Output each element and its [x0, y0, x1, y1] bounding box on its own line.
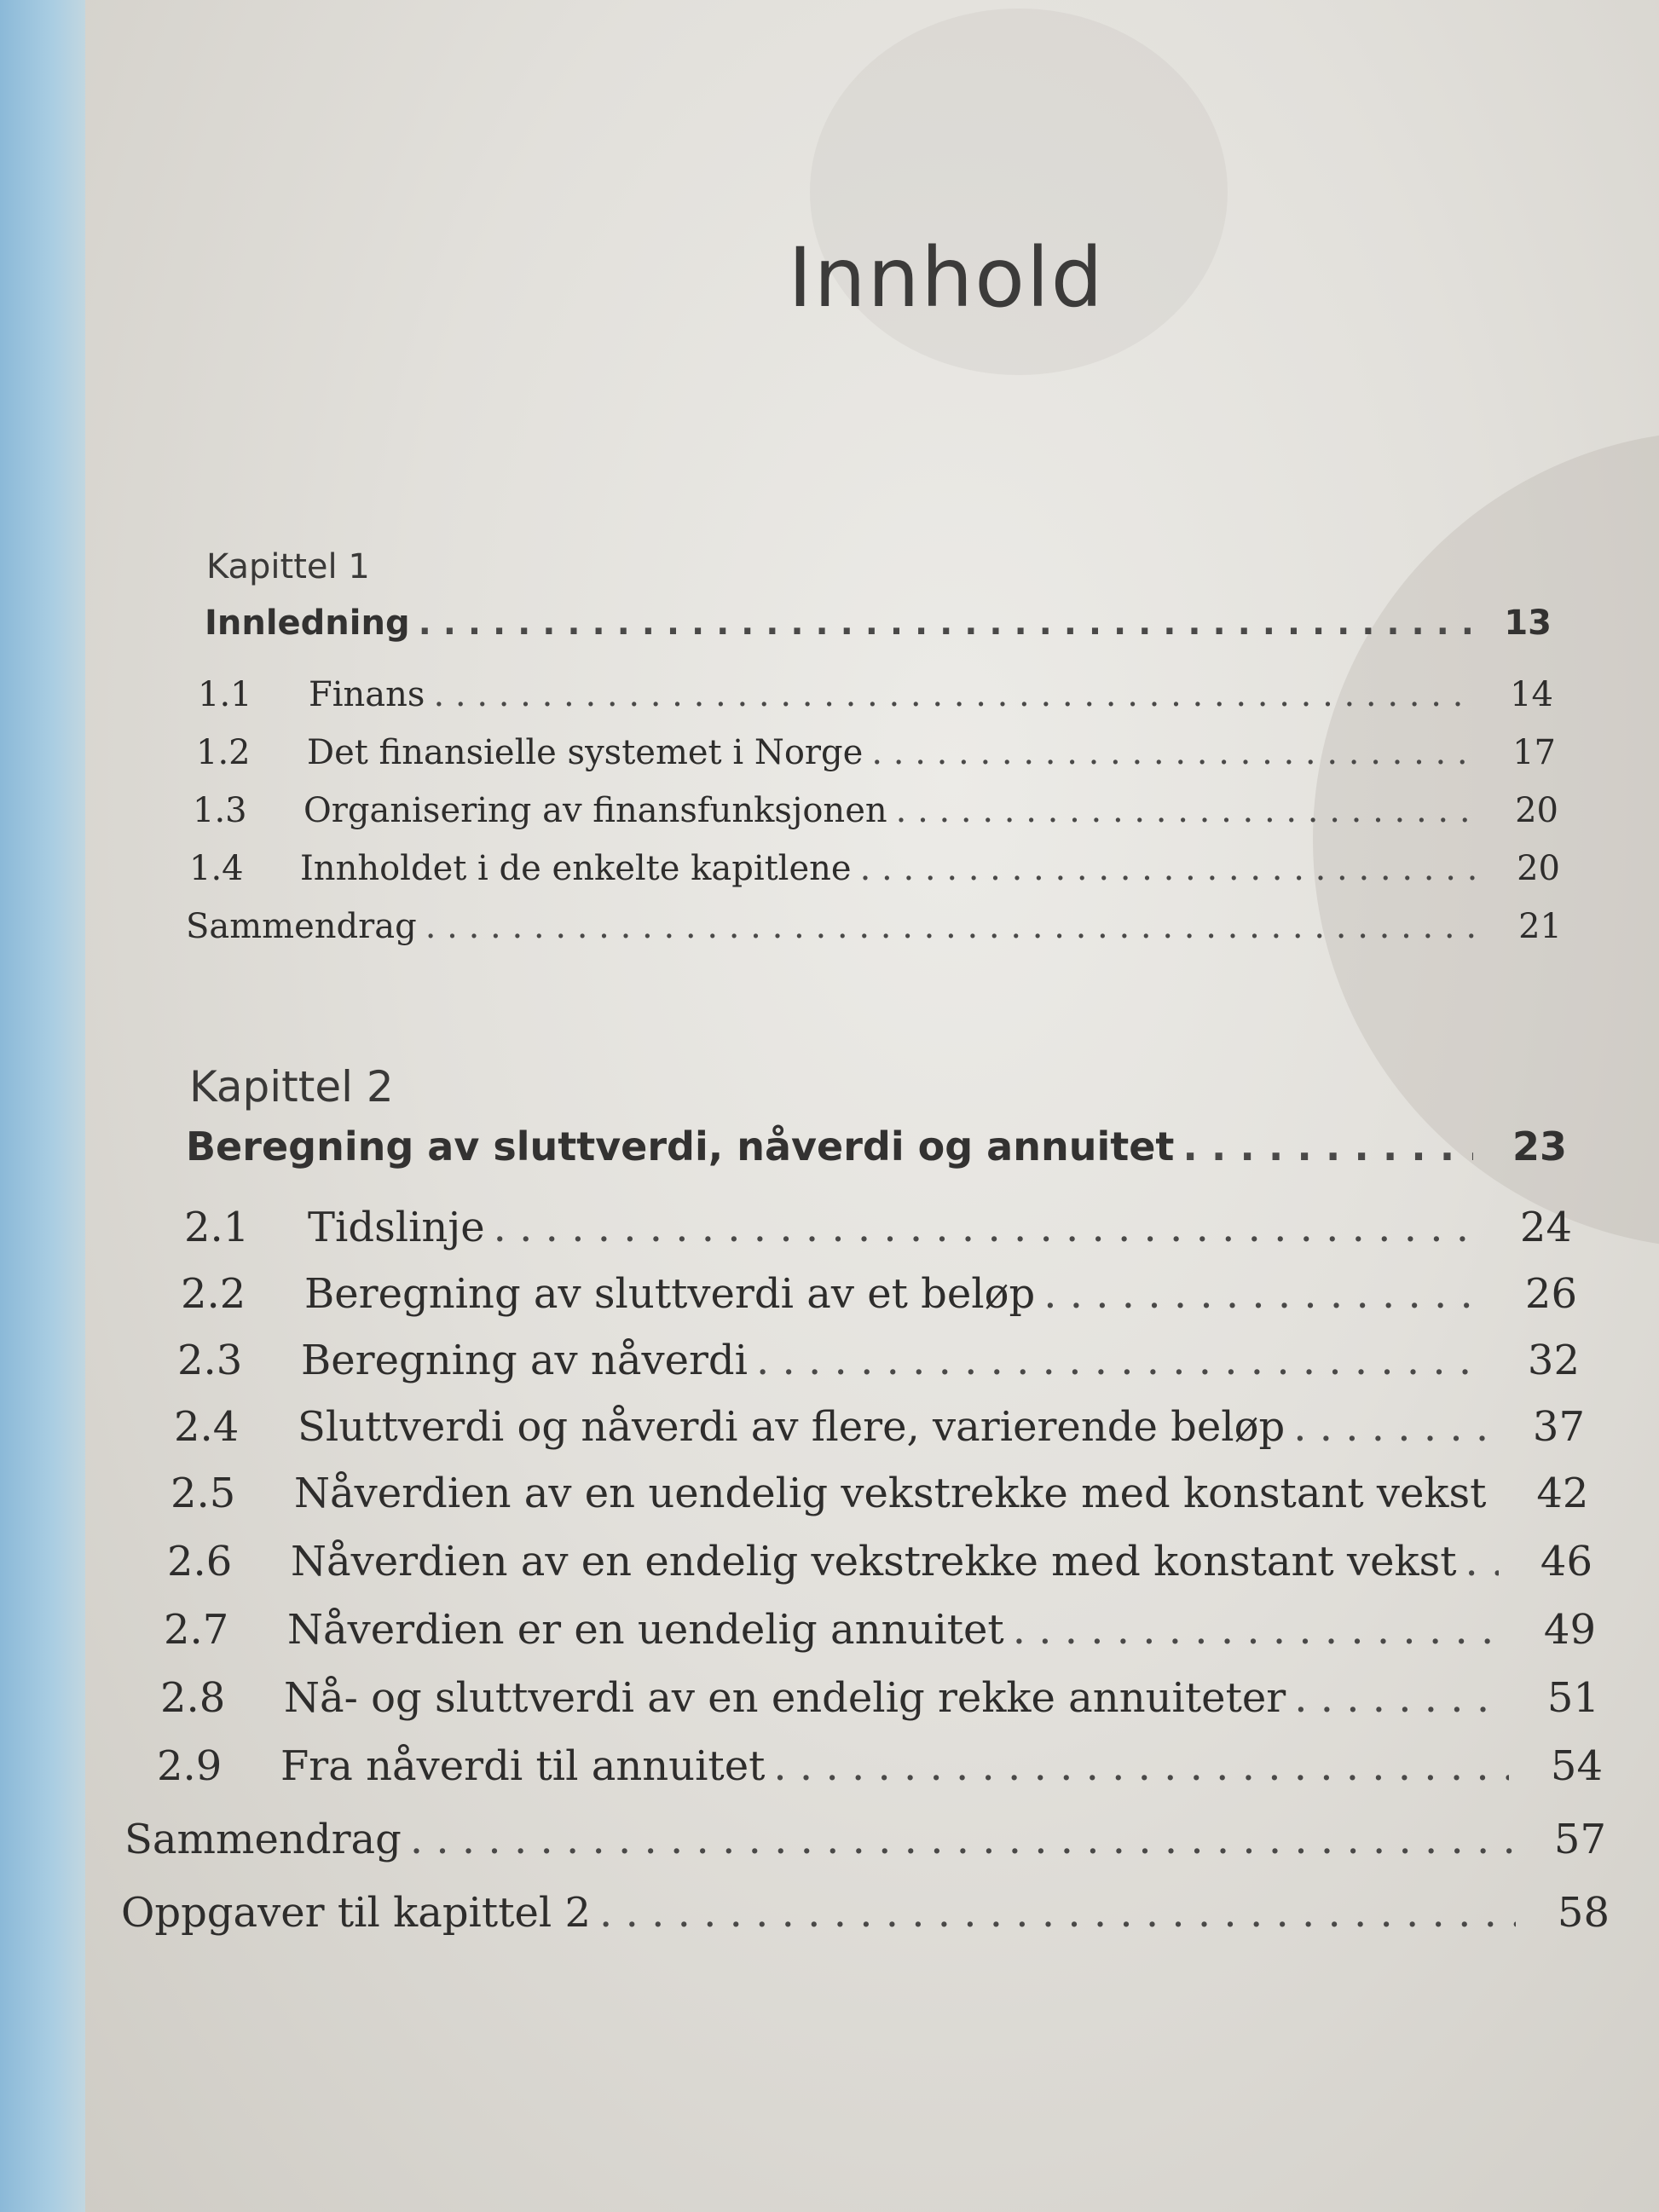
section-title: Beregning av nåverdi [301, 1337, 748, 1384]
section-title: Nåverdien av en endelig vekstrekke med konstant vekst [291, 1538, 1457, 1585]
book-page [85, 0, 1659, 2212]
dot-leader [433, 675, 1477, 714]
entry-title: Sammendrag [186, 907, 417, 946]
chapter-heading-text: Innledning [205, 604, 410, 643]
page-number: 58 [1557, 1889, 1610, 1937]
page-number: 42 [1536, 1470, 1589, 1517]
toc-entry-2-4 [174, 1403, 1585, 1451]
section-number: 2.1 [184, 1204, 250, 1251]
dot-leader [871, 733, 1479, 772]
page-number: 23 [1512, 1123, 1567, 1170]
section-title: Fra nåverdi til annuitet [280, 1742, 766, 1790]
page-number: 46 [1540, 1538, 1593, 1585]
page-number: 51 [1546, 1674, 1599, 1722]
section-number: 2.8 [160, 1674, 226, 1722]
section-title: Beregning av sluttverdi av et beløp [304, 1270, 1036, 1318]
page-number: 26 [1524, 1270, 1577, 1318]
toc-entry-2-5 [171, 1470, 1588, 1517]
dot-leader [599, 1889, 1516, 1937]
page-number: 57 [1553, 1816, 1606, 1863]
page-number: 20 [1515, 791, 1558, 830]
section-number: 2.7 [164, 1606, 229, 1654]
toc-entry-1-2 [196, 733, 1556, 772]
page-number: 14 [1510, 675, 1553, 714]
chapter-label: Kapittel 2 [189, 1062, 394, 1112]
dot-leader [494, 1204, 1478, 1251]
toc-entry-2-3 [177, 1337, 1580, 1384]
section-title: Innholdet i de enkelte kapitlene [300, 849, 852, 888]
book-binding-edge [0, 0, 94, 2212]
dot-leader [1465, 1538, 1499, 1585]
section-title: Finans [309, 675, 425, 714]
entry-title: Sammendrag [124, 1816, 402, 1863]
chapter-heading-row [205, 604, 1552, 643]
section-number: 1.2 [196, 733, 251, 772]
toc-entry-exercises [121, 1889, 1610, 1937]
toc-entry-2-1 [184, 1204, 1572, 1251]
section-title: Nåverdien er en uendelig annuitet [287, 1606, 1004, 1654]
section-number: 2.9 [157, 1742, 223, 1790]
dot-leader [756, 1337, 1486, 1384]
dot-leader [896, 791, 1482, 830]
entry-title: Oppgaver til kapittel 2 [121, 1889, 592, 1937]
toc-entry-2-9 [157, 1742, 1603, 1790]
toc-entry-2-8 [160, 1674, 1599, 1722]
toc-entry-2-6 [167, 1538, 1593, 1585]
page-number: 20 [1517, 849, 1560, 888]
section-title: Sluttverdi og nåverdi av flere, varierende beløp [298, 1403, 1286, 1451]
page-title: Innhold [788, 230, 1105, 326]
section-number: 1.4 [189, 849, 244, 888]
toc-entry-summary [186, 907, 1562, 946]
chapter-label: Kapittel 1 [206, 547, 370, 586]
page-number: 54 [1550, 1742, 1603, 1790]
page-number: 13 [1504, 604, 1552, 643]
section-number: 2.5 [171, 1470, 236, 1517]
page-number: 24 [1519, 1204, 1572, 1251]
toc-entry-2-7 [164, 1606, 1596, 1654]
dot-leader [410, 1816, 1512, 1863]
section-number: 2.4 [174, 1403, 240, 1451]
dot-leader [773, 1742, 1509, 1790]
toc-entry-1-4 [189, 849, 1560, 888]
section-title: Det finansielle systemet i Norge [307, 733, 864, 772]
dot-leader [419, 604, 1475, 643]
dot-leader [1043, 1270, 1483, 1318]
section-number: 1.3 [193, 791, 247, 830]
section-number: 2.6 [167, 1538, 233, 1585]
toc-entry-1-1 [198, 675, 1553, 714]
section-number: 1.1 [198, 675, 252, 714]
section-number: 2.3 [177, 1337, 243, 1384]
page-number: 21 [1518, 907, 1562, 946]
dot-leader [860, 849, 1483, 888]
page-number: 17 [1512, 733, 1556, 772]
toc-entry-summary [124, 1816, 1606, 1863]
dot-leader [1013, 1606, 1502, 1654]
section-title: Organisering av finansfunksjonen [303, 791, 887, 830]
section-title: Nå- og sluttverdi av en endelig rekke annuiteter [284, 1674, 1286, 1722]
dot-leader [1294, 1674, 1506, 1722]
page-number: 37 [1532, 1403, 1585, 1451]
chapter-heading-row [186, 1123, 1567, 1170]
section-title: Tidslinje [308, 1204, 485, 1251]
dot-leader [1182, 1123, 1473, 1170]
chapter-heading-text: Beregning av sluttverdi, nåverdi og annuitet [186, 1123, 1175, 1170]
dot-leader [1293, 1403, 1491, 1451]
page-number: 49 [1543, 1606, 1596, 1654]
toc-entry-2-2 [181, 1270, 1577, 1318]
section-title: Nåverdien av en uendelig vekstrekke med konstant vekst [294, 1470, 1487, 1517]
section-number: 2.2 [181, 1270, 246, 1318]
page-number: 32 [1527, 1337, 1580, 1384]
dot-leader [425, 907, 1485, 946]
toc-entry-1-3 [193, 791, 1558, 830]
